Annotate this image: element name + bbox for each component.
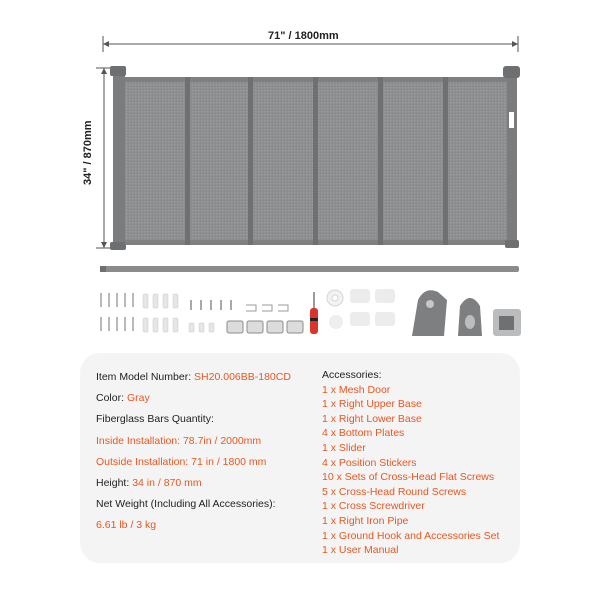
fiberglass-label: Fiberglass Bars Quantity: xyxy=(96,413,214,426)
color-label: Color: xyxy=(96,392,125,405)
accessory-item: 5 x Cross-Head Round Screws xyxy=(322,485,467,498)
mesh-gate xyxy=(110,66,520,250)
accessory-item: 1 x Ground Hook and Accessories Set xyxy=(322,529,500,542)
accessory-item: 1 x Right Upper Base xyxy=(322,398,422,411)
screws-set xyxy=(100,293,232,332)
net-weight-label: Net Weight (Including All Accessories): xyxy=(96,498,276,511)
specs-column xyxy=(96,370,316,540)
right-lower-base xyxy=(458,298,482,336)
height-value: 34 in / 870 mm xyxy=(132,476,202,489)
right-iron-pipe xyxy=(100,266,519,272)
accessories-title: Accessories: xyxy=(322,369,382,381)
accessory-item: 1 x Slider xyxy=(322,441,366,454)
outside-installation: Outside Installation: 71 in / 1800 mm xyxy=(96,455,267,468)
accessory-item: 1 x Right Lower Base xyxy=(322,412,422,425)
accessory-item: 1 x Right Iron Pipe xyxy=(322,514,409,527)
slider xyxy=(327,290,343,306)
height-dimension-line xyxy=(96,68,112,248)
accessory-item: 1 x User Manual xyxy=(322,544,399,557)
height-row xyxy=(96,476,316,490)
accessory-item: 4 x Position Stickers xyxy=(322,456,417,469)
accessory-item: 1 x Mesh Door xyxy=(322,383,391,396)
color-row xyxy=(96,391,316,405)
net-weight-value: 6.61 lb / 3 kg xyxy=(96,519,157,532)
model-number-value: SH20.006BB-180CD xyxy=(194,371,291,383)
ground-hook xyxy=(493,309,521,336)
color-value: Gray xyxy=(126,392,150,405)
inside-installation: Inside Installation: 78.7in / 2000mm xyxy=(96,434,262,447)
cross-screwdriver xyxy=(310,292,318,334)
accessory-item: 1 x Cross Screwdriver xyxy=(322,500,425,513)
accessory-item: 4 x Bottom Plates xyxy=(322,427,405,440)
width-dimension-label: 71" / 1800mm xyxy=(268,30,339,42)
accessory-item: 10 x Sets of Cross-Head Flat Screws xyxy=(322,471,495,484)
bottom-plates xyxy=(227,305,303,333)
height-dimension-label: 34" / 870mm xyxy=(82,120,94,185)
height-label: Height: xyxy=(96,476,130,489)
accessories-column xyxy=(322,368,522,558)
model-number-row xyxy=(96,370,316,384)
model-number-label: Item Model Number: xyxy=(96,371,192,383)
right-upper-base xyxy=(412,290,447,336)
